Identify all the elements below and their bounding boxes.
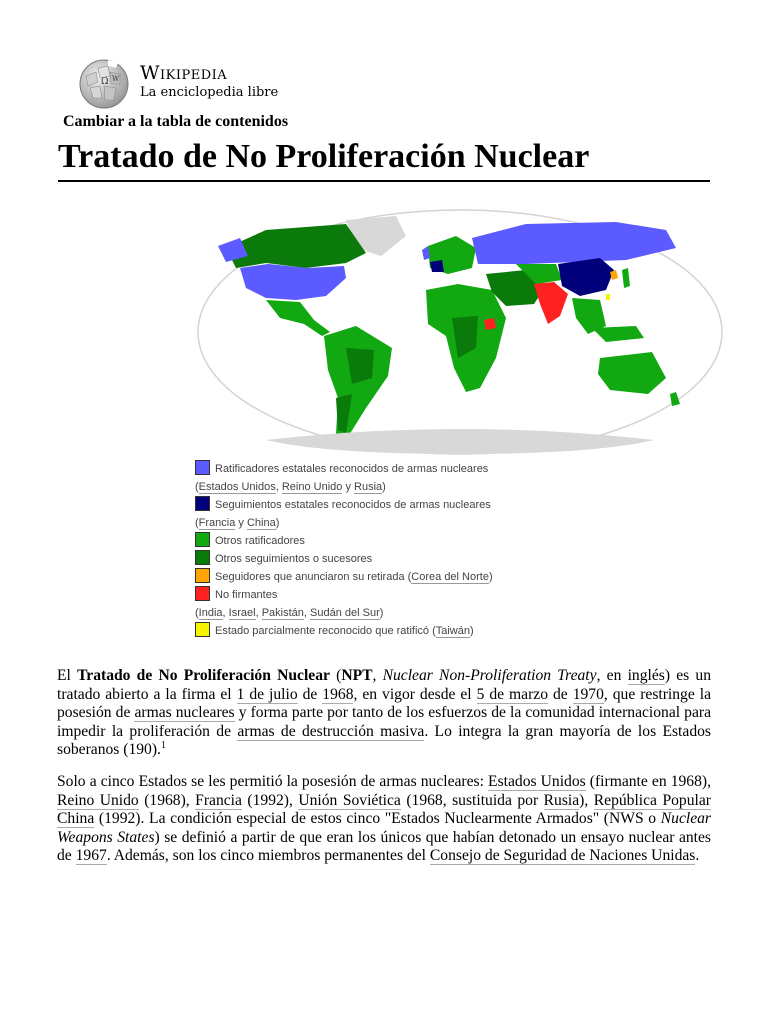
legend-link-israel[interactable]: Israel — [228, 607, 256, 619]
reference-1[interactable]: 1 — [160, 740, 166, 752]
legend-item-links: (Francia y China) — [195, 517, 280, 529]
svg-text:Ω: Ω — [101, 77, 109, 87]
map-south-sudan — [484, 318, 496, 330]
link-1968[interactable]: 1968 — [322, 685, 354, 703]
legend-item: Seguimientos estatales reconocidos de armas nucleares — [195, 496, 715, 514]
legend-swatch — [195, 568, 210, 583]
legend-link-india[interactable]: India — [198, 607, 223, 619]
legend-swatch — [195, 550, 210, 565]
legend-link-china[interactable]: China — [246, 517, 276, 529]
legend-item-links: (Estados Unidos, Reino Unido y Rusia) — [195, 481, 386, 493]
link-rusia[interactable]: Rusia — [543, 791, 580, 809]
link-armas-nucleares[interactable]: armas nucleares — [134, 704, 235, 722]
link-francia[interactable]: Francia — [195, 791, 242, 809]
legend-link-pakistan[interactable]: Pakistán — [261, 607, 304, 619]
legend-item: Seguidores que anunciaron su retirada (Corea del Norte) — [195, 568, 715, 586]
wikipedia-brand[interactable] — [140, 62, 278, 101]
legend-link-france[interactable]: Francia — [198, 517, 236, 529]
npt-world-map[interactable] — [196, 208, 724, 458]
link-consejo-de-seguridad[interactable]: Consejo de Seguridad de Naciones Unidas — [429, 847, 696, 865]
legend-link-russia[interactable]: Rusia — [354, 481, 383, 493]
legend-link-uk[interactable]: Reino Unido — [281, 481, 343, 493]
title-divider — [58, 180, 710, 182]
legend-swatch — [195, 460, 210, 475]
link-ingles[interactable]: inglés — [627, 667, 665, 684]
article-paragraph-2: Solo a cinco Estados se les permitió la posesión de armas nucleares: Estados Unidos (firmante en 1968), Reino Unido (1968), Francia (1992), Unión Soviética (1968, sustituida por Rusia), República Popular China (1992). La condición especial de estos cinco "Estados Nuclearmente Armados" (NWS o Nuclear Weapons States) se definió a partir de que eran los únicos que habían detonado un ensayo nuclear antes de 1967. Además, son los cinco miembros permanentes del Consejo de Seguridad de Naciones Unidas. — [57, 773, 711, 865]
map-canada — [226, 224, 366, 268]
legend-item: Ratificadores estatales reconocidos de armas nucleares — [195, 460, 715, 478]
link-5-de-marzo[interactable]: 5 de marzo — [476, 685, 549, 703]
legend-item: No firmantes — [195, 586, 715, 604]
svg-text:W: W — [112, 75, 120, 83]
legend-item: Otros seguimientos o sucesores — [195, 550, 715, 568]
legend-swatch — [195, 586, 210, 601]
legend-link-north-korea[interactable]: Corea del Norte — [411, 571, 489, 583]
link-1-de-julio[interactable]: 1 de julio — [236, 685, 298, 703]
map-taiwan — [606, 294, 610, 300]
link-union-sovietica[interactable]: Unión Soviética — [298, 791, 401, 809]
link-1970[interactable]: 1970 — [572, 685, 604, 703]
legend-swatch — [195, 532, 210, 547]
legend-link-usa[interactable]: Estados Unidos — [198, 481, 276, 493]
map-legend — [195, 460, 715, 640]
link-estados-unidos[interactable]: Estados Unidos — [488, 773, 586, 790]
site-name: Wikipedia — [140, 62, 228, 84]
page-title: Tratado de No Proliferación Nuclear — [58, 138, 590, 175]
legend-item: Otros ratificadores — [195, 532, 715, 550]
article-paragraph-1: El Tratado de No Proliferación Nuclear (NPT, Nuclear Non-Proliferation Treaty, en inglés) es un tratado abierto a la firma el 1 de julio de 1968, en vigor desde el 5 de marzo de 1970, que restringe la posesión de armas nucleares y forma parte por tanto de los esfuerzos de la comunidad internacional para impedir la proliferación de armas de destrucción masiva. Lo integra la gran mayoría de los Estados soberanos (190).$^1$ — [57, 667, 712, 759]
toggle-toc-link[interactable]: Cambiar a la tabla de contenidos — [63, 113, 289, 130]
legend-item-links: (India, Israel, Pakistán, Sudán del Sur) — [195, 607, 384, 619]
link-reino-unido[interactable]: Reino Unido — [57, 791, 139, 809]
link-republica-popular-china[interactable]: República Popular China — [57, 791, 711, 828]
legend-item: Estado parcialmente reconocido que ratificó (Taiwán) — [195, 622, 715, 640]
site-tagline: La enciclopedia libre — [140, 85, 279, 100]
legend-link-taiwan[interactable]: Taiwán — [435, 625, 470, 637]
map-france — [430, 260, 444, 272]
legend-swatch — [195, 622, 210, 637]
wikipedia-globe-logo[interactable] — [78, 58, 130, 110]
link-1967[interactable]: 1967 — [75, 847, 107, 865]
legend-swatch — [195, 496, 210, 511]
legend-link-south-sudan[interactable]: Sudán del Sur — [310, 607, 380, 619]
link-armas-destruccion-masiva[interactable]: armas de destrucción masiva — [237, 722, 425, 740]
